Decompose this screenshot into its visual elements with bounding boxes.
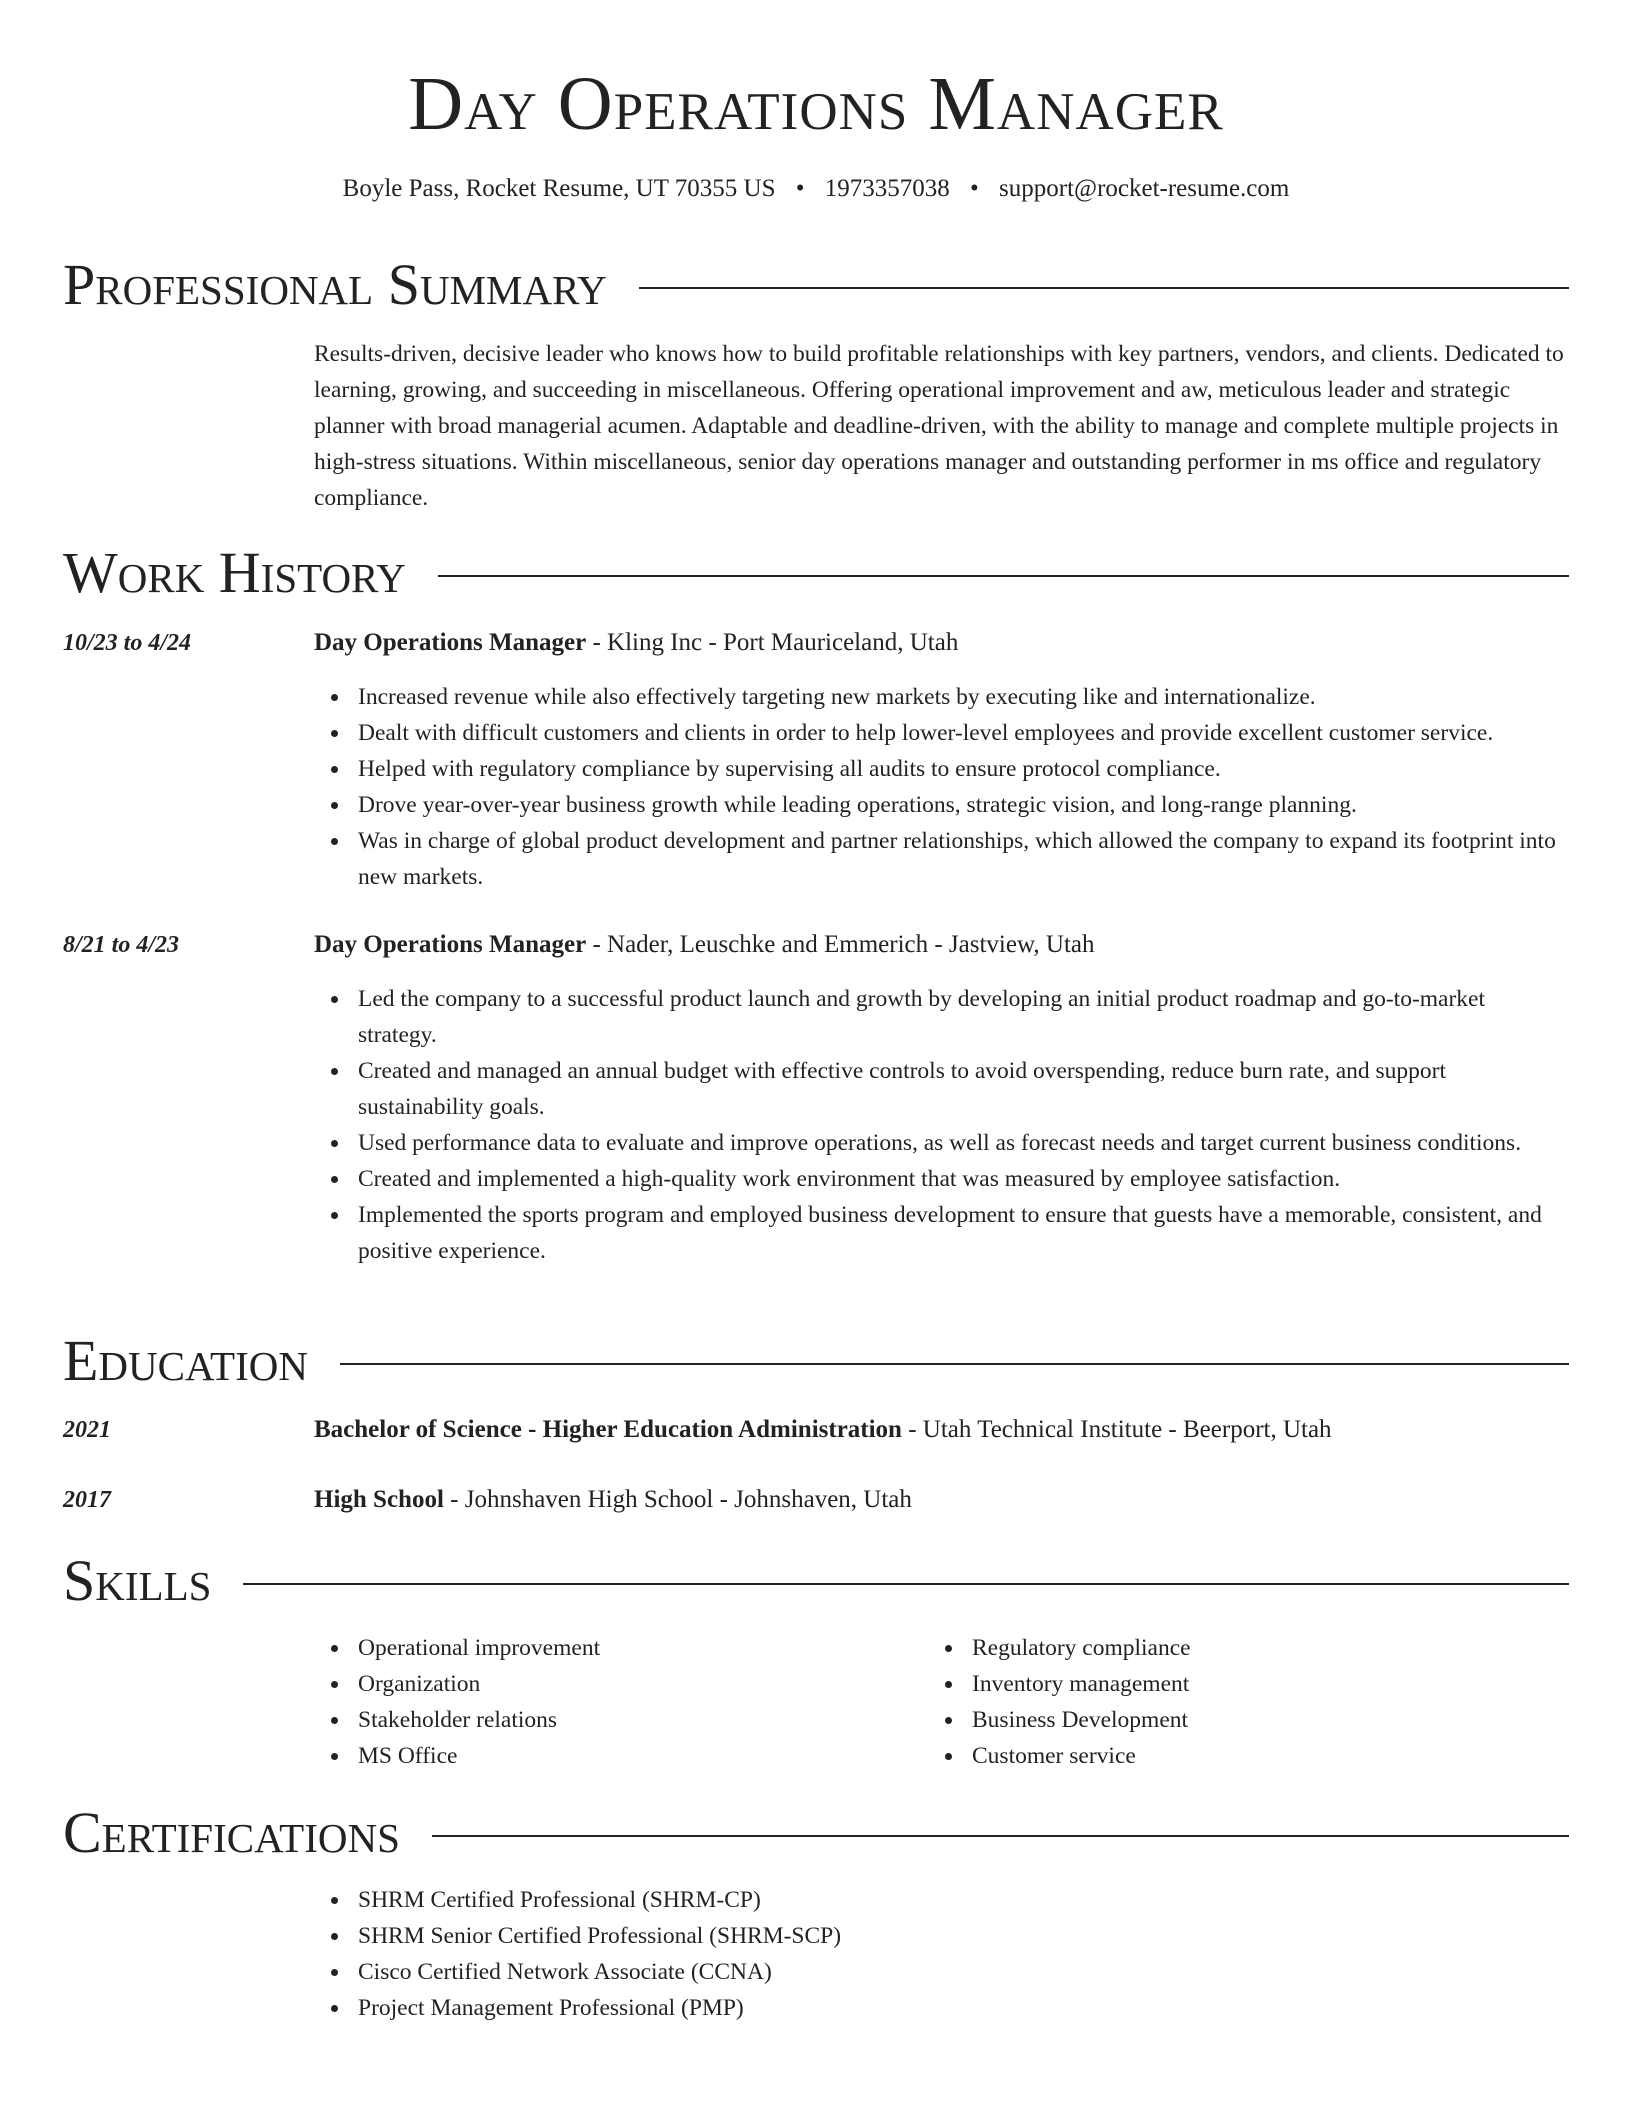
section-heading-summary bbox=[63, 250, 1569, 320]
section-divider bbox=[432, 1835, 1569, 1837]
certification-item: Project Management Professional (PMP) bbox=[358, 1990, 1558, 2026]
contact-line bbox=[0, 172, 1632, 206]
skill-item: Stakeholder relations bbox=[358, 1702, 918, 1738]
section-divider bbox=[340, 1363, 1569, 1365]
contact-email[interactable]: support@rocket-resume.com bbox=[999, 175, 1290, 202]
skill-item: Business Development bbox=[972, 1702, 1572, 1738]
section-heading-label: Skills bbox=[63, 1548, 212, 1613]
skill-item: Inventory management bbox=[972, 1666, 1572, 1702]
section-heading-education bbox=[63, 1326, 1569, 1396]
education-degree: High School bbox=[314, 1486, 444, 1513]
education-year: 2017 bbox=[63, 1487, 111, 1513]
job-bullets bbox=[314, 679, 1569, 895]
summary-text: Results-driven, decisive leader who knows how to build profitable relationships with key partners, vendors, and clients. Dedicated to learning, growing, and succeeding in miscellaneous. Offering operational improvement and aw, meticulous leader and strategic planner with broad managerial acumen. Adaptable and deadline-driven, with the ability to manage and complete multiple projects in high-stress situations. Within miscellaneous, senior day operations manager and outstanding performer in ms office and regulatory compliance. bbox=[314, 341, 1564, 511]
job-dates: 8/21 to 4/23 bbox=[63, 932, 180, 958]
job-role: Day Operations Manager bbox=[314, 629, 587, 656]
section-heading-work-history bbox=[63, 538, 1569, 608]
section-divider bbox=[438, 575, 1569, 577]
job-details: - Nader, Leuschke and Emmerich - Jastview, Utah bbox=[586, 931, 1095, 958]
section-heading-label: Education bbox=[63, 1328, 308, 1393]
skill-item: Operational improvement bbox=[358, 1630, 918, 1666]
job-bullet: Implemented the sports program and employed business development to ensure that guests have a memorable, consistent, and positive experience. bbox=[358, 1197, 1569, 1269]
section-divider bbox=[243, 1583, 1569, 1585]
job-bullet: Created and implemented a high-quality work environment that was measured by employee satisfaction. bbox=[358, 1161, 1569, 1197]
job-bullet: Created and managed an annual budget with effective controls to avoid overspending, reduce burn rate, and support sustainability goals. bbox=[358, 1053, 1569, 1125]
certification-item: SHRM Senior Certified Professional (SHRM-SCP) bbox=[358, 1918, 1558, 1954]
skill-item: Organization bbox=[358, 1666, 918, 1702]
contact-separator: • bbox=[970, 175, 979, 202]
section-heading-label: Certifications bbox=[63, 1800, 400, 1865]
job-bullet: Used performance data to evaluate and improve operations, as well as forecast needs and target current business conditions. bbox=[358, 1125, 1569, 1161]
section-heading-certifications bbox=[63, 1798, 1569, 1868]
job-bullet: Led the company to a successful product launch and growth by developing an initial product roadmap and go-to-market strategy. bbox=[358, 981, 1569, 1053]
job-bullets bbox=[314, 981, 1569, 1269]
contact-separator: • bbox=[795, 175, 805, 202]
job-title-line bbox=[314, 625, 958, 661]
job-bullet: Dealt with difficult customers and clients in order to help lower-level employees and provide excellent customer service. bbox=[358, 715, 1569, 751]
job-bullet: Was in charge of global product development and partner relationships, which allowed the company to expand its footprint into new markets. bbox=[358, 823, 1569, 895]
education-year: 2021 bbox=[63, 1417, 111, 1443]
job-details: - Kling Inc - Port Mauriceland, Utah bbox=[586, 629, 959, 656]
education-line bbox=[314, 1482, 912, 1518]
education-degree: Bachelor of Science - Higher Education Administration bbox=[314, 1416, 902, 1443]
section-heading-label: Professional Summary bbox=[63, 252, 607, 317]
job-dates: 10/23 to 4/24 bbox=[63, 630, 192, 656]
job-bullet: Increased revenue while also effectively targeting new markets by executing like and internationalize. bbox=[358, 679, 1569, 715]
job-bullet: Helped with regulatory compliance by supervising all audits to ensure protocol compliance. bbox=[358, 751, 1569, 787]
education-details: - Utah Technical Institute - Beerport, Utah bbox=[901, 1416, 1332, 1443]
job-bullet: Drove year-over-year business growth while leading operations, strategic vision, and long-range planning. bbox=[358, 787, 1569, 823]
contact-address: Boyle Pass, Rocket Resume, UT 70355 US bbox=[342, 175, 776, 202]
section-heading-skills bbox=[63, 1546, 1569, 1616]
skill-item: Customer service bbox=[972, 1738, 1572, 1774]
skill-item: Regulatory compliance bbox=[972, 1630, 1572, 1666]
job-title-line bbox=[314, 927, 1095, 963]
contact-phone: 1973357038 bbox=[824, 175, 950, 202]
education-details: - Johnshaven High School - Johnshaven, Utah bbox=[443, 1486, 912, 1513]
section-divider bbox=[639, 287, 1569, 289]
candidate-name: Day Operations Manager bbox=[408, 62, 1224, 146]
job-role: Day Operations Manager bbox=[314, 931, 587, 958]
skills-list-right bbox=[928, 1630, 1572, 1774]
section-heading-label: Work History bbox=[63, 540, 406, 605]
certification-item: Cisco Certified Network Associate (CCNA) bbox=[358, 1954, 1558, 1990]
skill-item: MS Office bbox=[358, 1738, 918, 1774]
skills-list-left bbox=[314, 1630, 918, 1774]
education-line bbox=[314, 1412, 1332, 1448]
certification-item: SHRM Certified Professional (SHRM-CP) bbox=[358, 1882, 1558, 1918]
certifications-list bbox=[314, 1882, 1558, 2026]
